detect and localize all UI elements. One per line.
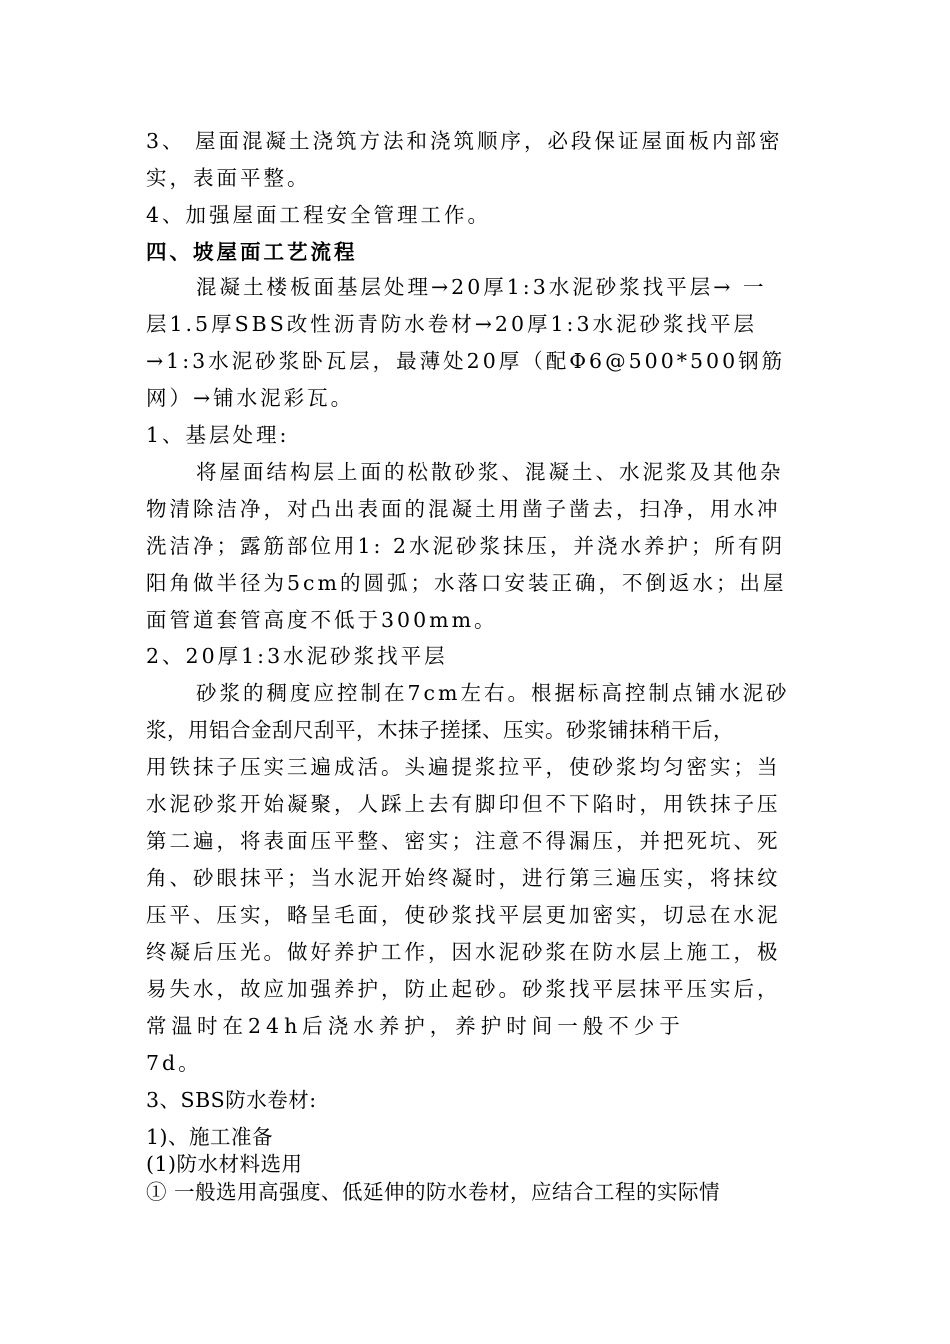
text-line: 常温时在24h后浇水养护，养护时间一般不少于 [146, 1014, 685, 1038]
section-heading: 四、坡屋面工艺流程 [146, 240, 358, 264]
text-line: 终凝后压光。做好养护工作，因水泥砂浆在防水层上施工，极 [146, 940, 781, 964]
text-line: 层1.5厚SBS改性沥青防水卷材→20厚1:3水泥砂浆找平层 [146, 312, 758, 336]
text-line: 砂浆的稠度应控制在7cm左右。根据标高控制点铺水泥砂 [196, 681, 790, 705]
text-line: 第二遍，将表面压平整、密实；注意不得漏压，并把死坑、死 [146, 829, 781, 853]
text-line: 网）→铺水泥彩瓦。 [146, 386, 355, 410]
subsection-heading: 1)、施工准备 [146, 1125, 274, 1149]
text-line: 洗洁净；露筋部位用1: 2水泥砂浆抹压，并浇水养护；所有阴 [146, 534, 786, 558]
text-line: 水泥砂浆开始凝聚，人踩上去有脚印但不下陷时，用铁抹子压 [146, 792, 781, 816]
text-line: 4、加强屋面工程安全管理工作。 [146, 203, 492, 227]
text-line: 混凝土楼板面基层处理→20厚1:3水泥砂浆找平层→ 一 [196, 275, 767, 299]
text-line: 7d。 [146, 1051, 202, 1075]
text-line: 易失水，故应加强养护，防止起砂。砂浆找平层抹平压实后， [146, 977, 781, 1001]
subsection-heading: 1、基层处理: [146, 423, 290, 447]
text-line: 物清除洁净，对凸出表面的混凝土用凿子凿去，扫净，用水冲 [146, 497, 781, 521]
subsection-heading: 3、SBS防水卷材: [146, 1088, 317, 1112]
text-line: →1:3水泥砂浆卧瓦层，最薄处20厚（配Φ6@500*500钢筋 [146, 349, 786, 373]
text-line: 浆，用铝合金刮尺刮平，木抹子搓揉、压实。砂浆铺抹稍干后， [146, 718, 734, 742]
text-line: ① 一般选用高强度、低延伸的防水卷材，应结合工程的实际情 [146, 1180, 721, 1204]
subsection-heading: 2、20厚1:3水泥砂浆找平层 [146, 644, 448, 668]
text-line: 用铁抹子压实三遍成活。头遍提浆拉平，使砂浆均匀密实；当 [146, 755, 781, 779]
text-line: 3、 屋面混凝土浇筑方法和浇筑顺序，必段保证屋面板内部密 [146, 129, 783, 153]
text-line: 实，表面平整。 [146, 166, 311, 190]
subsection-heading: (1)防水材料选用 [146, 1152, 303, 1176]
text-line: 阳角做半径为5cm的圆弧；水落口安装正确，不倒返水；出屋 [146, 571, 787, 595]
text-line: 角、砂眼抹平；当水泥开始终凝时，进行第三遍压实，将抹纹 [146, 866, 781, 890]
text-line: 面管道套管高度不低于300mm。 [146, 608, 498, 632]
text-line: 压平、压实，略呈毛面，使砂浆找平层更加密实，切忌在水泥 [146, 903, 781, 927]
text-line: 将屋面结构层上面的松散砂浆、混凝土、水泥浆及其他杂 [196, 460, 784, 484]
